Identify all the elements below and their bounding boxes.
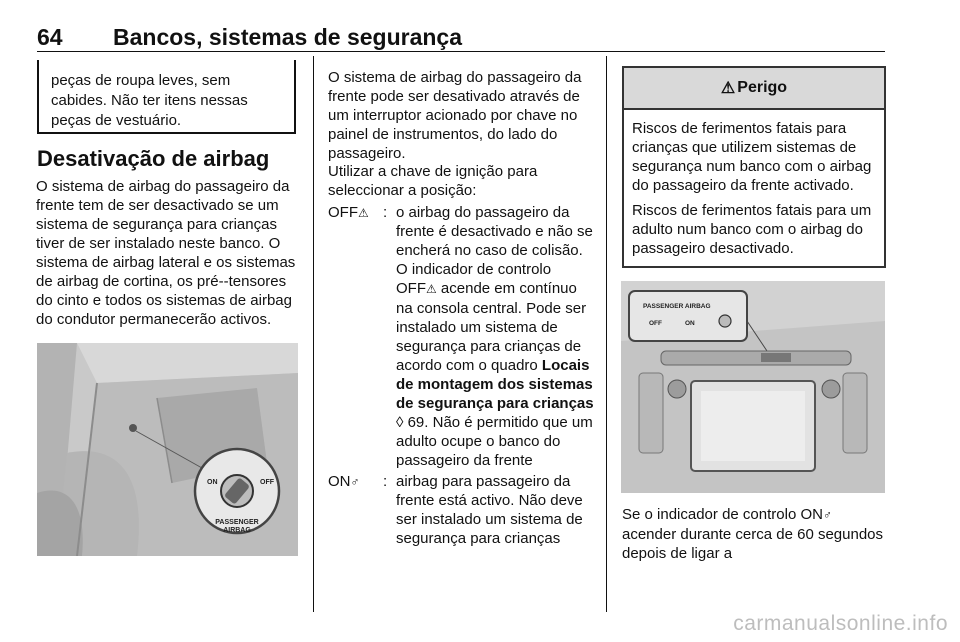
def-body-on: airbag para passageiro da frente está activo. Não deve ser instalado um sistema de segurança para crianças: [396, 473, 583, 547]
indicator-text-1: Se o indicador de controlo ON: [622, 506, 823, 523]
indicator-paragraph: [622, 505, 886, 563]
panel-label: PASSENGER AIRBAG: [643, 303, 711, 310]
danger-paragraph-1: Riscos de ferimentos fatais para crianças que utilizem sistemas de segurança num banco com o airbag do passageiro da frente activado.: [632, 120, 872, 194]
def-body-off: [396, 203, 596, 470]
airbag-on-icon-inline: ♂: [822, 508, 832, 522]
page-header: [0, 0, 960, 50]
warning-triangle-icon: ⚠: [720, 80, 736, 97]
switch-airbag-label: AIRBAG: [223, 527, 251, 534]
def-colon-off: :: [383, 204, 388, 221]
column-divider-2: [606, 56, 607, 612]
dashboard-indicator-illustration: [621, 281, 885, 493]
panel-off-label: OFF: [649, 320, 662, 327]
switch-passenger-label: PASSENGER: [215, 519, 259, 526]
section-paragraph: O sistema de airbag do passageiro da frente tem de ser desactivado se um sistema de segurança para crianças tiver de ser instalado neste banco. O sistema de airbag lateral e os sistemas de airbag de cortina, os pré--tensores do cinto e todos os sistemas de airbag do condutor permanecerão activos.: [36, 178, 296, 328]
panel-on-label: ON: [685, 320, 695, 327]
danger-paragraph-2: Riscos de ferimentos fatais para um adulto num banco com o airbag do passageiro desactivado.: [632, 202, 872, 257]
section-heading: Desativação de airbag: [37, 146, 270, 171]
ignition-paragraph: Utilizar a chave de ignição para seleccionar a posição:: [328, 163, 538, 199]
switch-paragraph: O sistema de airbag do passageiro da frente pode ser desativado através de um interruptor acionado por chave no painel de instrumentos, do lado do passageiro.: [328, 69, 582, 162]
def-term-off-label: OFF: [328, 204, 358, 221]
column-divider-1: [313, 56, 314, 612]
watermark: carmanualsonline.info: [733, 612, 948, 635]
danger-header: [624, 68, 884, 110]
continued-note-box: [37, 60, 296, 134]
page-title: Bancos, sistemas de segurança: [113, 24, 462, 50]
dashboard-drawing: [621, 281, 885, 493]
switch-off-label: OFF: [260, 479, 274, 486]
cross-reference-bold: Locais de montagem dos sistemas de segurança para crianças: [396, 357, 594, 412]
header-rule: [37, 51, 885, 52]
def-off-text-1: o airbag do passageiro da frente é desactivado e não se encherá no caso de colisão. O indicador de controlo OFF: [396, 204, 593, 297]
airbag-on-icon: ♂: [350, 475, 360, 489]
continued-note-text: peças de roupa leves, sem cabides. Não ter itens nessas peças de vestuário.: [51, 72, 248, 129]
door-switch-drawing: [37, 343, 298, 556]
switch-on-label: ON: [207, 479, 218, 486]
def-term-off: [328, 203, 369, 223]
def-off-text-2: acende em contínuo na consola central. Pode ser instalado um sistema de segurança para crianças de acordo com o quadro: [396, 280, 587, 374]
def-term-on: [328, 472, 360, 492]
indicator-text-2: acender durante cerca de 60 segundos depois de ligar a: [622, 526, 884, 562]
def-off-text-3: 69. Não é permitido que um adulto ocupe o banco do passageiro da frente: [396, 414, 593, 469]
danger-title: Perigo: [737, 79, 788, 96]
door-switch-illustration: [37, 343, 298, 556]
def-term-on-label: ON: [328, 473, 351, 490]
page-number: 64: [37, 24, 63, 50]
page-ref-arrow-icon: ◊: [396, 414, 404, 431]
def-colon-on: :: [383, 473, 388, 490]
airbag-off-icon: ⚠: [358, 206, 369, 220]
danger-box: [622, 66, 886, 268]
airbag-off-icon-inline: ⚠: [426, 282, 437, 296]
